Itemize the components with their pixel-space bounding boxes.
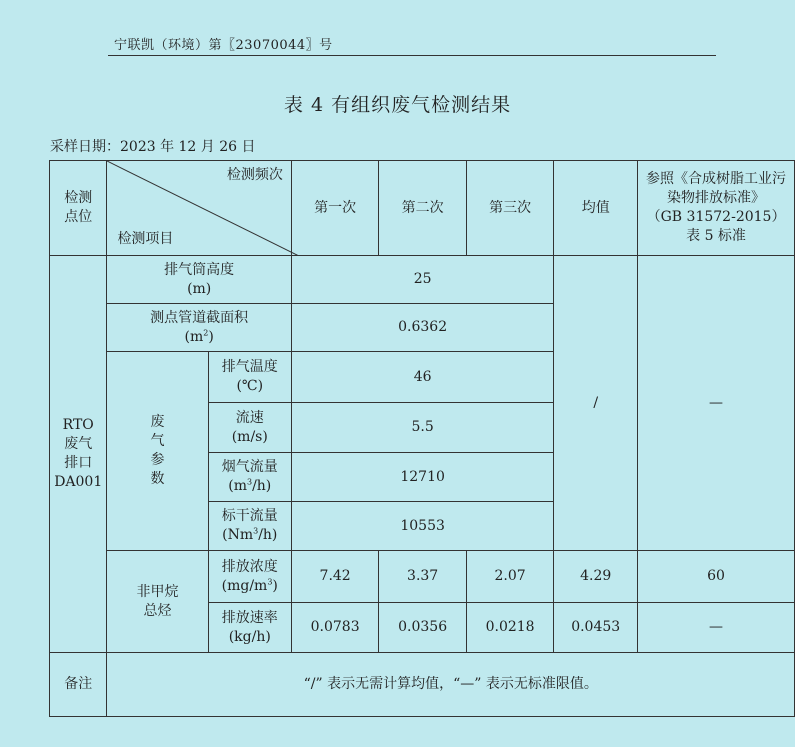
concentration-first: 7.42 xyxy=(291,551,378,603)
header-diagonal-cell xyxy=(107,161,291,256)
header-point: 检测 点位 xyxy=(50,161,107,256)
remark-label: 备注 xyxy=(50,653,107,717)
sampling-date: 采样日期：2023 年 12 月 26 日 xyxy=(50,139,256,155)
flue-gas-flow-value: 12710 xyxy=(291,453,553,502)
rate-first: 0.0783 xyxy=(291,603,378,653)
standard-not-applicable: — xyxy=(638,256,795,551)
section-area-label: 测点管道截面积 $(m^2)$ xyxy=(107,304,291,352)
table-row xyxy=(50,551,795,603)
rate-mean: 0.0453 xyxy=(554,603,638,653)
header-standard: 参照《合成树脂工业污 染物排放标准》 （GB 31572-2015） 表 5 标准 xyxy=(638,161,795,256)
concentration-mean: 4.29 xyxy=(554,551,638,603)
exhaust-temperature-value: 46 xyxy=(291,352,553,403)
remark-text: “/” 表示无需计算均值，“—” 表示无标准限值。 xyxy=(107,653,795,717)
rate-third: 0.0218 xyxy=(466,603,553,653)
gas-parameters-group: 废 气 参 数 xyxy=(107,352,208,551)
table-row xyxy=(50,256,795,304)
section-area-value: 0.6362 xyxy=(291,304,553,352)
header-third: 第三次 xyxy=(466,161,553,256)
rate-second: 0.0356 xyxy=(379,603,466,653)
flow-speed-label: 流速 (m/s) xyxy=(208,403,291,453)
dry-flow-value: 10553 xyxy=(291,502,553,551)
header-item: 检测项目 xyxy=(117,231,174,248)
rate-label: 排放速率 (kg/h) xyxy=(208,603,291,653)
rate-standard: — xyxy=(638,603,795,653)
dry-flow-label: 标干流量 (Nm$^3$/h) xyxy=(208,502,291,551)
concentration-standard: 60 xyxy=(638,551,795,603)
header-frequency: 检测频次 xyxy=(226,167,283,183)
stack-height-label: 排气筒高度 (m) xyxy=(107,256,291,304)
remark-row xyxy=(50,653,795,717)
mean-not-applicable: / xyxy=(554,256,638,551)
nmhc-group: 非甲烷 总烃 xyxy=(107,551,208,653)
header-first: 第一次 xyxy=(291,161,378,256)
flue-gas-flow-label: 烟气流量 $(m^3/h)$ xyxy=(208,453,291,502)
concentration-third: 2.07 xyxy=(466,551,553,603)
header-mean: 均值 xyxy=(554,161,638,256)
sampling-point: RTO 废气 排口 DA001 xyxy=(50,256,107,653)
table-header-row xyxy=(50,161,795,256)
header-rule xyxy=(108,55,716,56)
exhaust-temperature-label: 排气温度 (℃) xyxy=(208,352,291,403)
table-title: 表 4 有组织废气检测结果 xyxy=(283,94,512,116)
emission-results-table xyxy=(49,160,795,717)
document-reference-number: 宁联凯（环境）第〖23070044〗号 xyxy=(114,38,333,53)
concentration-second: 3.37 xyxy=(379,551,466,603)
flow-speed-value: 5.5 xyxy=(291,403,553,453)
stack-height-value: 25 xyxy=(291,256,553,304)
header-second: 第二次 xyxy=(379,161,466,256)
concentration-label: 排放浓度 $(mg/m^3)$ xyxy=(208,551,291,603)
